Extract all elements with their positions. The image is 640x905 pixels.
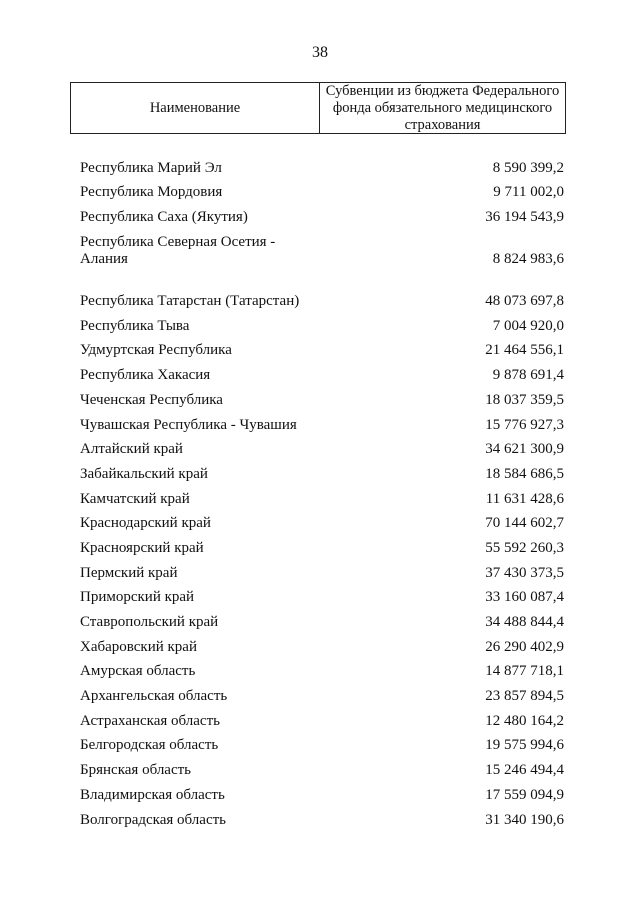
subsidy-amount: 26 290 402,9 [485, 638, 564, 655]
table-row [80, 152, 564, 177]
subsidy-amount: 34 621 300,9 [485, 441, 564, 458]
column-header-subsidy: Субвенции из бюджета Федерального фонда обязательного медицинского страхования [325, 82, 560, 133]
table-row [80, 359, 564, 384]
table-row [80, 268, 564, 310]
region-name: Республика Мордовия [80, 184, 223, 201]
region-name: Приморский край [80, 589, 195, 606]
region-name: Забайкальский край [80, 465, 208, 482]
subsidy-amount: 34 488 844,4 [485, 614, 564, 630]
region-name: Архангельская область [80, 688, 228, 705]
region-name: Астраханская область [80, 712, 220, 729]
table-row [80, 335, 564, 360]
region-name: Республика Тыва [80, 317, 190, 334]
table-row [80, 705, 564, 730]
region-name: Республика Хакасия [80, 367, 211, 384]
subsidy-amount: 17 559 094,9 [485, 786, 564, 803]
region-name: Пермский край [80, 564, 178, 581]
subsidy-amount: 9 878 691,4 [492, 367, 564, 384]
region-name: Республика Северная Осетия - Алания [80, 234, 276, 268]
table-row [80, 483, 564, 508]
subsidy-amount: 23 857 894,5 [485, 688, 564, 705]
subsidy-amount: 55 592 260,3 [485, 539, 564, 556]
table-row [80, 730, 564, 755]
region-name: Белгородская область [80, 737, 219, 754]
subsidy-amount: 48 073 697,8 [485, 293, 564, 310]
table-row [80, 434, 564, 459]
region-name: Владимирская область [80, 786, 225, 803]
table-row [80, 680, 564, 705]
subsidy-amount: 8 824 983,6 [492, 251, 564, 268]
subsidy-amount: 12 480 164,2 [485, 712, 564, 729]
subsidy-amount: 36 194 543,9 [485, 209, 564, 226]
subsidy-amount: 18 584 686,5 [485, 465, 564, 482]
subsidy-amount: 15 246 494,4 [485, 762, 564, 779]
region-name: Брянская область [80, 762, 192, 779]
table-row [80, 226, 564, 268]
subsidy-amount: 33 160 087,4 [485, 589, 564, 606]
region-name: Ставропольский край [80, 614, 219, 630]
table-row [80, 557, 564, 582]
subsidy-amount: 70 144 602,7 [485, 515, 564, 532]
subsidy-amount: 11 631 428,6 [485, 490, 564, 507]
table-body [80, 152, 564, 829]
region-name: Удмуртская Республика [80, 342, 232, 359]
subsidy-amount: 37 430 373,5 [485, 564, 564, 581]
table-row [80, 532, 564, 557]
subsidy-amount: 9 711 002,0 [493, 184, 564, 201]
table-row [80, 804, 564, 829]
region-name: Краснодарский край [80, 515, 211, 532]
region-name: Амурская область [80, 663, 196, 680]
table-row [80, 201, 564, 226]
table-row [80, 310, 564, 335]
page-number: 38 [312, 44, 328, 61]
subsidy-amount: 19 575 994,6 [485, 737, 564, 754]
table-row [80, 458, 564, 483]
region-name: Республика Саха (Якутия) [80, 209, 248, 226]
subsidy-amount: 15 776 927,3 [485, 416, 564, 433]
region-name: Красноярский край [80, 539, 204, 556]
table-row [80, 779, 564, 804]
region-name: Чеченская Республика [80, 391, 223, 408]
table-header [70, 82, 566, 134]
region-name: Республика Марий Эл [80, 159, 222, 176]
subsidy-amount: 18 037 359,5 [485, 391, 564, 408]
table-row [80, 606, 564, 631]
subsidy-amount: 8 590 399,2 [492, 159, 564, 176]
region-name: Республика Татарстан (Татарстан) [80, 293, 300, 310]
table-row [80, 409, 564, 434]
table-row [80, 582, 564, 607]
subsidy-amount: 14 877 718,1 [485, 663, 564, 680]
subsidy-amount: 31 340 190,6 [485, 811, 564, 828]
subsidy-amount: 21 464 556,1 [485, 342, 564, 359]
column-header-name: Наименование [71, 83, 320, 133]
region-name: Волгоградская область [80, 811, 226, 828]
table-row [80, 384, 564, 409]
table-row [80, 656, 564, 681]
table-row [80, 508, 564, 533]
table-row [80, 754, 564, 779]
region-name: Камчатский край [80, 490, 190, 507]
region-name: Алтайский край [80, 441, 183, 458]
table-row [80, 631, 564, 656]
region-name: Чувашская Республика - Чувашия [80, 416, 297, 433]
table-row [80, 177, 564, 202]
subsidy-amount: 7 004 920,0 [492, 317, 564, 334]
region-name: Хабаровский край [80, 638, 197, 655]
